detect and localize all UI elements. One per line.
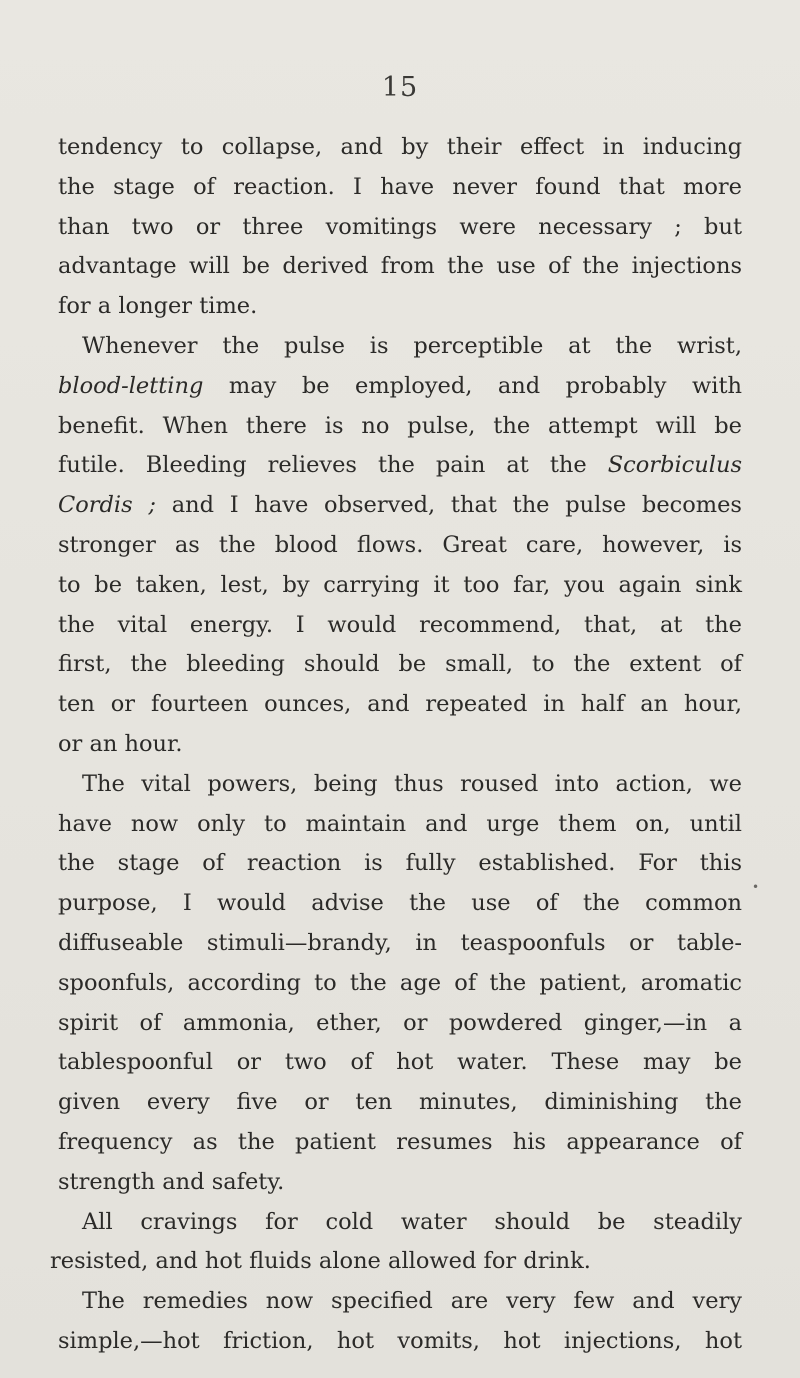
- text-line: have now only to maintain and urge them on, until: [58, 810, 742, 837]
- text-line: the vital energy. I would recommend, that, at the: [58, 611, 742, 638]
- text-line: first, the bleeding should be small, to the extent of: [58, 651, 742, 678]
- text-line: [58, 446, 742, 486]
- text-line: given every five or ten minutes, diminishing the: [58, 1089, 742, 1116]
- text-line: [58, 367, 742, 407]
- body-text: [50, 128, 742, 1362]
- text-line: diffuseable stimuli—brandy, in teaspoonfuls or table-: [58, 929, 742, 956]
- text-line: spoonfuls, according to the age of the patient, aromatic: [58, 969, 742, 996]
- text-run: futile. Bleeding relieves the pain at the: [58, 452, 608, 479]
- ink-speck: •: [752, 880, 760, 894]
- text-line: to be taken, lest, by carrying it too far, you again sink: [58, 571, 742, 598]
- text-line: The vital powers, being thus roused into action, we: [82, 770, 742, 797]
- text-line: than two or three vomitings were necessary ; but: [58, 213, 742, 240]
- text-line: for a longer time.: [58, 293, 258, 320]
- text-run: may be employed, and probably with: [203, 372, 742, 399]
- text-line: purpose, I would advise the use of the common: [58, 890, 742, 917]
- text-run: and I have observed, that the pulse becomes: [155, 492, 742, 519]
- italic-text: blood-letting: [58, 372, 204, 399]
- text-line: spirit of ammonia, ether, or powdered ginger,—in a: [58, 1009, 742, 1036]
- italic-text: Scorbiculus: [607, 452, 742, 479]
- text-line: advantage will be derived from the use of the injections: [58, 253, 742, 280]
- text-line: or an hour.: [58, 730, 183, 757]
- text-line: All cravings for cold water should be steadily: [82, 1208, 742, 1235]
- text-line: The remedies now specified are very few and very: [82, 1288, 742, 1315]
- text-line: frequency as the patient resumes his appearance of: [58, 1128, 742, 1155]
- text-line: the stage of reaction is fully established. For this: [58, 850, 742, 877]
- text-line: strength and safety.: [58, 1168, 285, 1195]
- text-line: Whenever the pulse is perceptible at the wrist,: [82, 332, 742, 359]
- text-line: tendency to collapse, and by their effect in inducing: [58, 134, 742, 160]
- text-line: stronger as the blood flows. Great care, however, is: [58, 531, 742, 558]
- text-line: tablespoonful or two of hot water. These may be: [58, 1049, 742, 1076]
- text-line: resisted, and hot fluids alone allowed for drink.: [50, 1248, 591, 1275]
- text-line: benefit. When there is no pulse, the attempt will be: [58, 412, 742, 439]
- text-line: [58, 486, 742, 526]
- text-line: ten or fourteen ounces, and repeated in half an hour,: [58, 691, 742, 718]
- text-line: the stage of reaction. I have never found that more: [58, 173, 742, 200]
- page-number: 15: [381, 72, 419, 103]
- italic-text: Cordis ;: [58, 492, 156, 519]
- text-line: simple,—hot friction, hot vomits, hot injections, hot: [58, 1327, 742, 1354]
